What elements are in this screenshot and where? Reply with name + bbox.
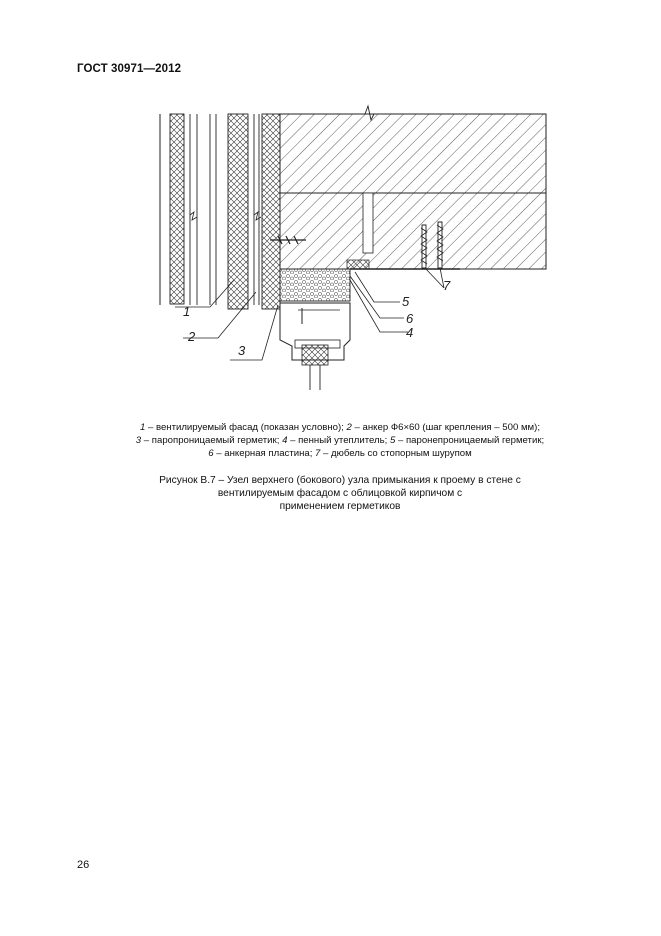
legend-text: – анкер Ф6×60 (шаг крепления – 500 мм); [351,422,541,433]
callout-7: 7 [443,278,451,293]
legend-num: 7 [315,448,321,459]
legend-num: 1 [139,422,146,433]
foam-insulation [280,269,350,301]
window-frame [280,303,350,390]
legend-line-2 [80,434,600,447]
ventilated-facade [160,114,280,309]
legend-num: 6 [208,448,214,459]
legend-text: – вентилируемый фасад (показан условно); [145,422,347,433]
legend-text: – пенный утеплитель; [287,435,390,446]
figure-legend [80,421,600,460]
caption-line-2: вентилируемым фасадом с облицовкой кирпичом с [217,488,463,499]
legend-line-3 [80,447,600,460]
legend-text: – паронепроницаемый герметик; [395,435,545,446]
figure-caption [80,474,600,513]
callout-5: 5 [402,294,410,309]
technical-drawing [150,100,570,400]
caption-line-3: применением герметиков [279,501,401,512]
legend-num: 4 [282,435,288,446]
legend-num: 5 [389,435,396,446]
legend-text: – дюбель со стопорным шурупом [320,448,472,459]
legend-num: 3 [135,435,142,446]
callout-4: 4 [406,325,414,340]
caption-line-1: Рисунок В.7 – Узел верхнего (бокового) узла примыкания к проему в стене с [159,475,521,486]
document-header: ГОСТ 30971—2012 [77,63,182,75]
callout-1: 1 [183,304,191,319]
legend-num: 2 [346,422,352,433]
callout-6: 6 [406,311,414,326]
wall-section [280,106,546,269]
legend-line-1 [80,421,600,434]
legend-text: – паропроницаемый герметик; [141,435,283,446]
page-number: 26 [77,859,90,871]
callout-3: 3 [238,343,246,358]
callout-2: 2 [188,329,196,344]
legend-text: – анкерная пластина; [213,448,316,459]
